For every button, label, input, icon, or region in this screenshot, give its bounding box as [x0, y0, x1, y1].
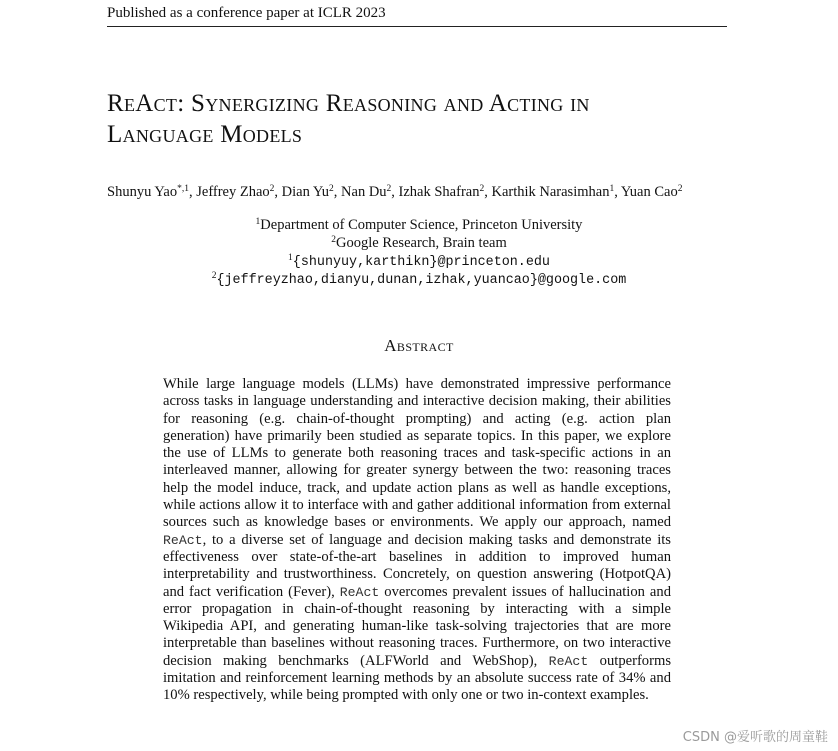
- author: Dian Yu$^2$,: [281, 184, 342, 200]
- react-name: ReAct: [339, 584, 380, 600]
- author: Jeffrey Zhao$^2$,: [196, 184, 282, 200]
- paper-title: [107, 88, 732, 150]
- affiliation-princeton: $^1$Department of Computer Science, Princeton University: [255, 217, 583, 233]
- author: Nan Du$^2$,: [341, 184, 399, 200]
- author: Izhak Shafran$^2$,: [398, 184, 492, 200]
- author: Shunyu Yao$^{*,1}$,: [107, 184, 197, 200]
- abstract-heading: Abstract: [384, 336, 454, 355]
- watermark: CSDN @爱听歌的周童鞋: [682, 730, 828, 745]
- email-google: $^2${jeffreyzhao,dianyu,dunan,izhak,yuancao}@google.com: [211, 271, 627, 288]
- author-list: [107, 183, 732, 201]
- running-header: Published as a conference paper at ICLR 2023: [107, 4, 727, 27]
- author: Yuan Cao$^2$: [620, 184, 683, 200]
- affiliation-google: $^2$Google Research, Brain team: [331, 235, 507, 251]
- title-line-2: Language Models: [107, 121, 303, 148]
- author: Karthik Narasimhan$^1$,: [491, 184, 621, 200]
- react-name: ReAct: [548, 653, 589, 669]
- title-line-1: ReAct: Synergizing Reasoning and Acting in: [107, 90, 590, 117]
- react-name: ReAct: [163, 532, 203, 548]
- abstract-body: While large language models (LLMs) have demonstrated impressive performance across tasks in language understanding and interactive decision making, their abilities for reasoning (e.g. chain-of-thought prompting) and acting (e.g. action plan generation) have primarily been studied as separate topics. In this paper, we explore the use of LLMs to generate both reasoning traces and task-specific actions in an interleaved manner, allowing for greater synergy between the two: reasoning traces help the model induce, track, and update action plans as well as handle exceptions, while actions allow it to interface with and gather additional information from external sources such as knowledge bases or environments. We apply our approach, named ReAct, to a diverse set of language and decision making tasks and demonstrate its effectiveness over state-of-the-art baselines in addition to improved human interpretability and trustworthiness. Concretely, on question answering (HotpotQA) and fact verification (Fever), ReAct overcomes prevalent issues of hallucination and error propagation in chain-of-thought reasoning by interacting with a simple Wikipedia API, and generating human-like task-solving trajectories that are more interpretable than baselines without reasoning traces. Furthermore, on two interactive decision making benchmarks (ALFWorld and WebShop), ReAct outperforms imitation and reinforcement learning methods by an absolute success rate of 34% and 10% respectively, while being prompted with only one or two in-context examples.: [163, 376, 671, 704]
- email-princeton: $^1${shunyuy,karthikn}@princeton.edu: [288, 253, 550, 270]
